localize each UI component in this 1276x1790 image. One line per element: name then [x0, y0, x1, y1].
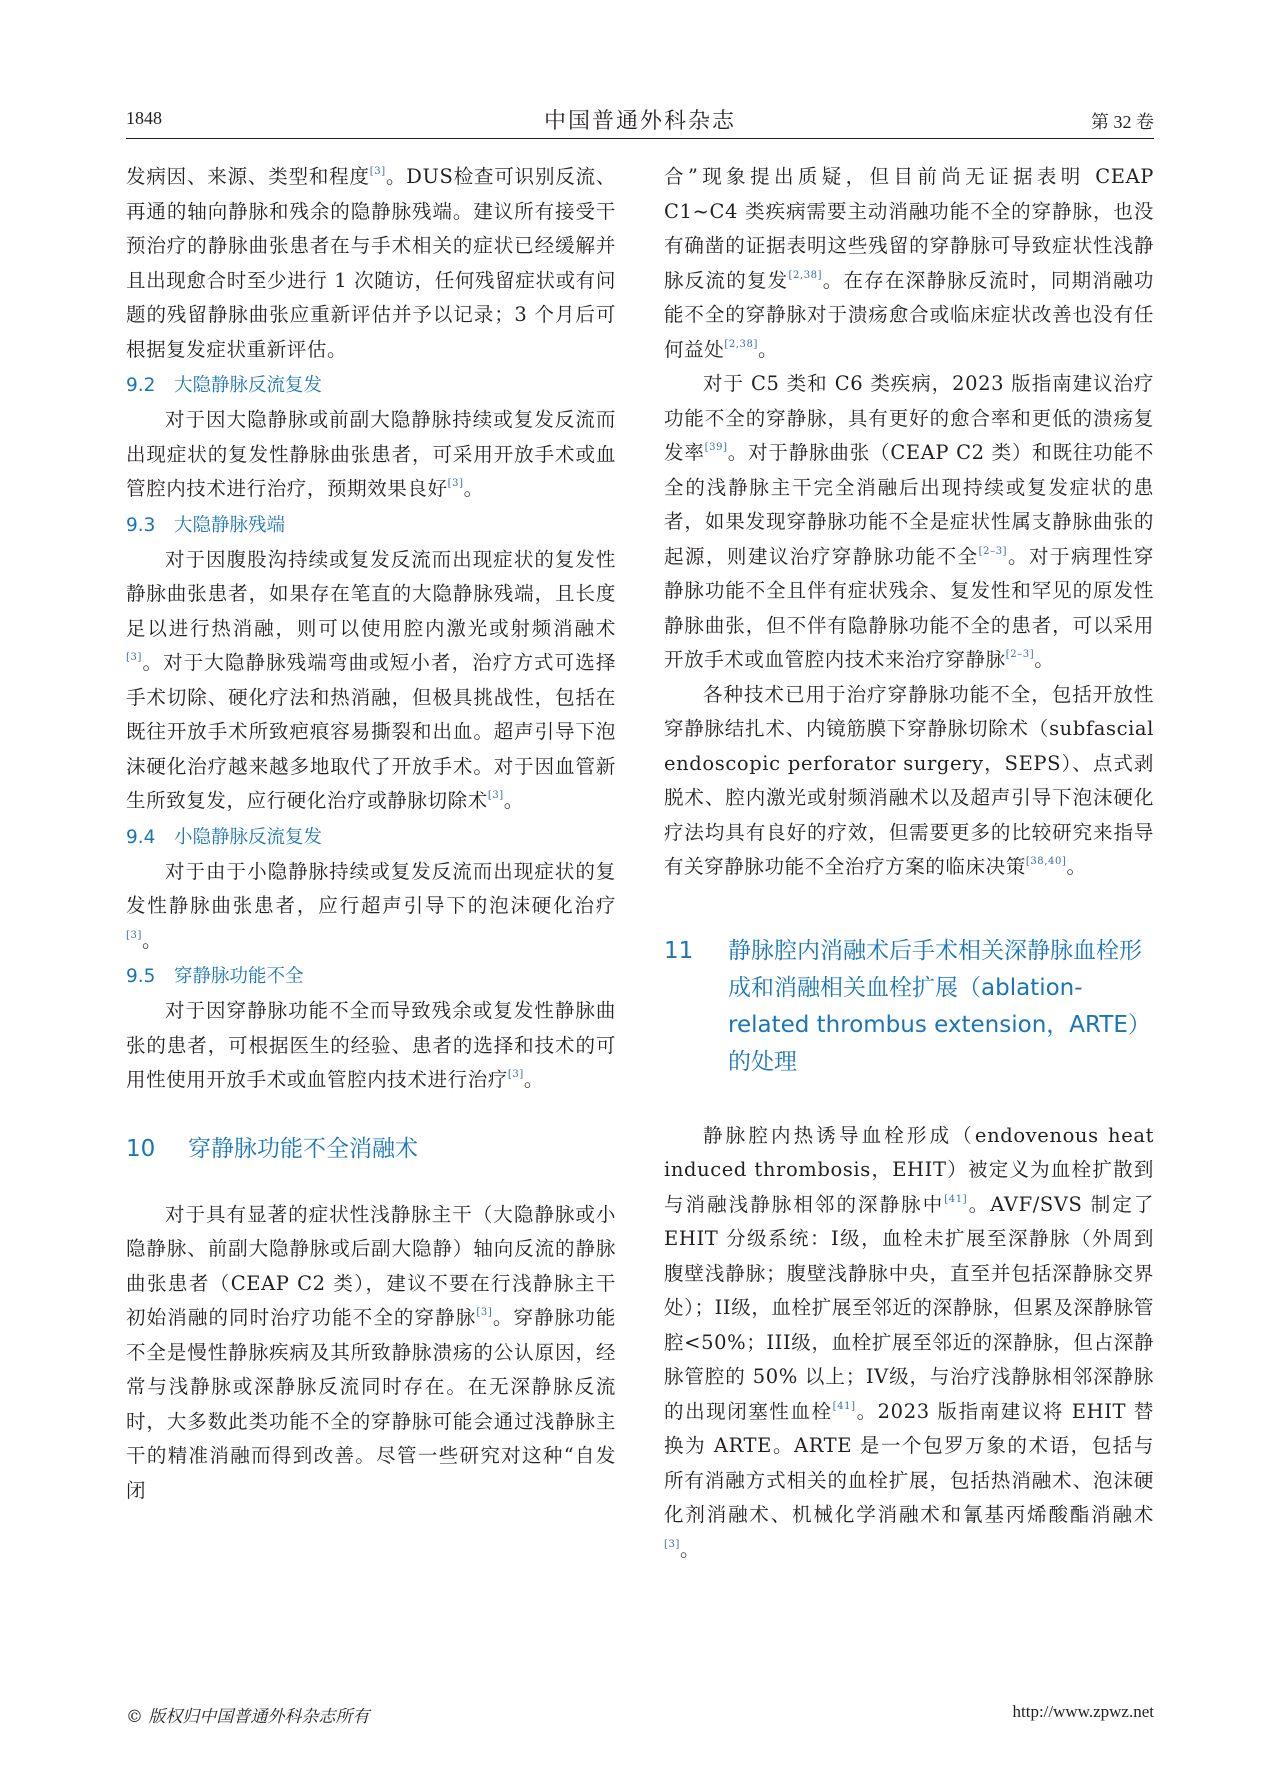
text: 对于具有显著的症状性浅静脉主干（大隐静脉或小隐静脉、前副大隐静脉或后副大隐静）轴向反流的静脉曲张患者（CEAP C2 类），建议不要在行浅静脉主干初始消融的同时治疗功能不全的穿静脉	[126, 1202, 616, 1329]
text: 对于因大隐静脉或前副大隐静脉持续或复发反流而出现症状的复发性静脉曲张患者，可采用开放手术或血管腔内技术进行治疗，预期效果良好	[126, 408, 616, 500]
text: 各种技术已用于治疗穿静脉功能不全，包括开放性穿静脉结扎术、内镜筋膜下穿静脉切除术（subfascial endoscopic perforator surgery，SEPS）、点式剥脱术、腔内激光或射频消融术以及超声引导下泡沫硬化疗法均具有良好的疗效，但需要更多的比较研究来指导有关穿静脉功能不全治疗方案的临床决策	[664, 682, 1154, 878]
paragraph	[664, 367, 1154, 678]
paragraph	[126, 160, 616, 367]
text: 。	[463, 477, 484, 500]
citation[interactable]: [3]	[126, 929, 142, 941]
text: 。2023 版指南建议将 EHIT 替换为 ARTE。ARTE 是一个包罗万象的术语，包括与所有消融方式相关的血栓扩展，包括热消融术、泡沫硬化剂消融术、机械化学消融术和氰基丙烯酸酯消融术	[664, 1399, 1154, 1526]
text: 。对于静脉曲张（CEAP C2 类）和既往功能不全的浅静脉主干完全消融后出现持续或复发症状的患者，如果发现穿静脉功能不全是症状性属支静脉曲张的起源，则建议治疗穿静脉功能不全	[664, 441, 1154, 568]
section-title: 大隐静脉反流复发	[174, 375, 323, 396]
right-column	[664, 160, 1154, 1567]
citation[interactable]: [3]	[369, 166, 386, 177]
text: 。AVF/SVS 制定了 EHIT 分级系统：I级，血栓未扩展至深静脉（外周到腹壁浅静脉；腹壁浅静脉中央，直至并包括深静脉交界处）；II级，血栓扩展至邻近的深静脉，但累及深静脉管腔<50%；III级，血栓扩展至邻近的深静脉，但占深静脉管腔的 50% 以上；IV级，与治疗浅静脉相邻深静脉的出现闭塞性血栓	[664, 1192, 1154, 1423]
citation[interactable]: [2,38]	[724, 338, 758, 350]
text: 对于 C5 类和 C6 类疾病，2023 版指南建议治疗功能不全的穿静脉，具有更好的愈合率和更低的溃疡复发率	[664, 372, 1154, 464]
volume-label: 第 32 卷	[1091, 112, 1154, 132]
section-number: 11	[664, 937, 694, 964]
subsection-heading-9-5	[126, 962, 616, 992]
citation[interactable]: [2,38]	[788, 269, 823, 281]
text: 。对于病理性穿静脉功能不全且伴有症状残余、复发性和罕见的原发性静脉曲张，但不伴有隐静脉功能不全的患者，可以采用开放手术或血管腔内技术来治疗穿静脉	[664, 544, 1154, 671]
citation[interactable]: [3]	[447, 478, 464, 489]
text: 对于由于小隐静脉持续或复发反流而出现症状的复发性静脉曲张患者，应行超声引导下的泡沫硬化治疗	[126, 859, 616, 917]
citation[interactable]: [3]	[664, 1538, 680, 1550]
paragraph	[126, 543, 616, 819]
citation[interactable]: [3]	[507, 1069, 524, 1080]
text: 静脉腔内热诱导血栓形成（endovenous heat induced thrombosis，EHIT）被定义为血栓扩散到与消融浅静脉相邻的深静脉中	[664, 1123, 1154, 1216]
paragraph	[664, 678, 1154, 885]
left-column	[126, 160, 616, 1508]
text: 。	[757, 337, 779, 361]
subsection-heading-9-2	[126, 371, 616, 401]
text: 对于因穿静脉功能不全而导致残余或复发性静脉曲张的患者，可根据医生的经验、患者的选择和技术的可用性使用开放手术或血管腔内技术进行治疗	[126, 999, 616, 1091]
subsection-heading-9-3	[126, 511, 616, 541]
paragraph	[126, 994, 616, 1098]
text: 。	[1034, 648, 1055, 671]
citation[interactable]: [41]	[944, 1193, 968, 1205]
section-title: 穿静脉功能不全消融术	[188, 1135, 418, 1162]
citation[interactable]: [38,40]	[1025, 856, 1067, 867]
text: 。在存在深静脉反流时，同期消融功能不全的穿静脉对于溃疡愈合或临床症状改善也没有任何益处	[664, 268, 1154, 361]
page-number: 1848	[126, 108, 162, 128]
section-title: 静脉腔内消融术后手术相关深静脉血栓形成和消融相关血栓扩展（ablation-related thrombus extension，ARTE）的处理	[728, 937, 1151, 1075]
journal-url-link[interactable]: http://www.zpwz.net	[1012, 1702, 1154, 1721]
section-number: 9.4	[126, 826, 156, 848]
citation[interactable]: [3]	[487, 790, 504, 801]
text: 。DUS检查可识别反流、再通的轴向静脉和残余的隐静脉残端。建议所有接受干预治疗的静脉曲张患者在与手术相关的症状已经缓解并且出现愈合时至少进行 1 次随访，任何残留症状或有问题的残留静脉曲张应重新评估并予以记录；3 个月后可根据复发症状重新评估。	[126, 165, 616, 361]
section-number: 10	[126, 1135, 156, 1162]
citation[interactable]: [41]	[832, 1400, 856, 1412]
paragraph	[664, 1119, 1154, 1568]
text: 。	[141, 928, 163, 952]
subsection-heading-9-4	[126, 823, 616, 853]
citation[interactable]: [3]	[126, 652, 142, 663]
citation[interactable]: [3]	[476, 1307, 493, 1318]
text: 。	[503, 789, 524, 812]
section-number: 9.2	[126, 375, 156, 396]
paragraph	[126, 403, 616, 507]
text: 。	[523, 1068, 544, 1091]
paragraph	[126, 1198, 616, 1509]
text: 合”现象提出质疑，但目前尚无证据表明 CEAP C1~C4 类疾病需要主动消融功能不全的穿静脉，也没有确凿的证据表明这些残留的穿静脉可导致症状性浅静脉反流的复发	[664, 165, 1154, 292]
citation[interactable]: [2–3]	[1005, 649, 1035, 660]
page-header	[126, 104, 1154, 139]
citation[interactable]: [39]	[704, 442, 728, 453]
copyright-notice: © 版权归中国普通外科杂志所有	[126, 1707, 370, 1727]
page-footer	[126, 1702, 1154, 1726]
text: 。穿静脉功能不全是慢性静脉疾病及其所致静脉溃疡的公认原因，经常与浅静脉或深静脉反流同时存在。在无深静脉反流时，大多数此类功能不全的穿静脉可能会通过浅静脉主干的精准消融而得到改善。尽管一些研究对这种“自发闭	[126, 1306, 617, 1502]
paragraph	[664, 160, 1154, 367]
text: 。	[1066, 855, 1087, 878]
paragraph	[126, 855, 616, 959]
text: 。对于大隐静脉残端弯曲或短小者，治疗方式可选择手术切除、硬化疗法和热消融，但极具挑战性，包括在既往开放手术所致疤痕容易撕裂和出血。超声引导下泡沫硬化治疗越来越多地取代了开放手术。对于因血管新生所致复发，应行硬化治疗或静脉切除术	[126, 651, 616, 812]
text: 。	[679, 1537, 701, 1561]
section-number: 9.5	[126, 966, 156, 987]
journal-title: 中国普通外科杂志	[543, 108, 736, 133]
text: 对于因腹股沟持续或复发反流而出现症状的复发性静脉曲张患者，如果存在笔直的大隐静脉残端，且长度足以进行热消融，则可以使用腔内激光或射频消融术	[126, 547, 616, 640]
section-heading-10	[126, 1134, 616, 1164]
section-number: 9.3	[126, 514, 156, 536]
citation[interactable]: [2–3]	[978, 545, 1008, 557]
section-title: 大隐静脉残端	[174, 514, 286, 536]
text: 发病因、来源、类型和程度	[126, 165, 370, 188]
section-title: 小隐静脉反流复发	[174, 826, 323, 848]
section-title: 穿静脉功能不全	[174, 966, 304, 987]
section-heading-11	[664, 933, 1154, 1081]
